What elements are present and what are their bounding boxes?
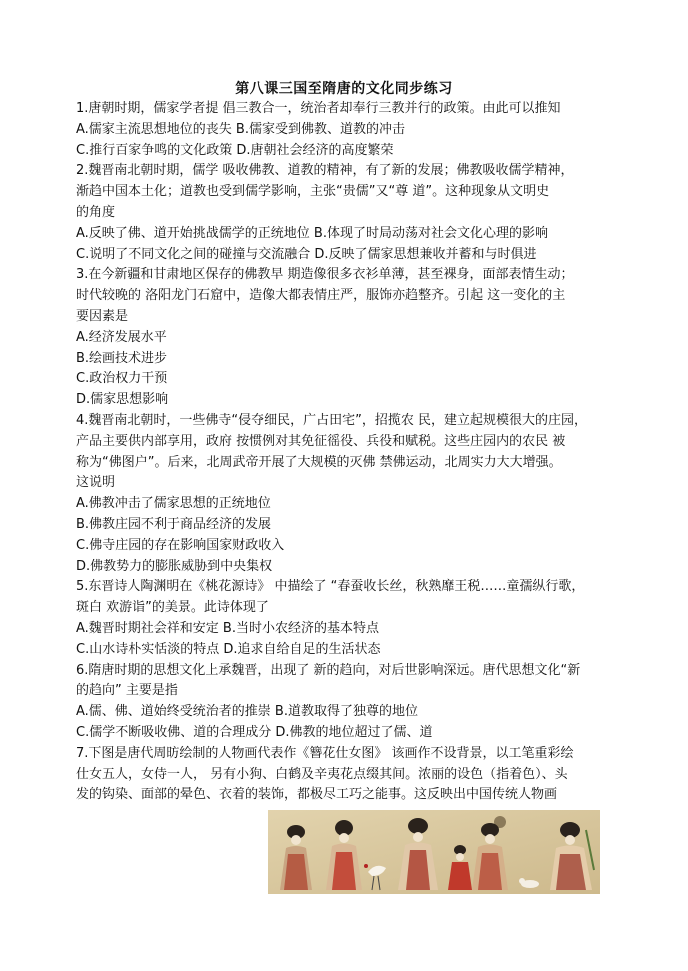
text-line: 5.东晋诗人陶渊明在《桃花源诗》 中描绘了 “春蚕收长丝，秋熟靡王税……童孺纵行歌， — [76, 579, 585, 595]
text-line: D.佛教势力的膨胀威胁到中央集权 — [76, 558, 273, 574]
text-line: 6.隋唐时期的思想文化上承魏晋，出现了 新的趋向，对后世影响深远。唐代思想文化“新 — [76, 662, 581, 678]
text-line: 2.魏晋南北朝时期，儒学 吸收佛教、道教的精神，有了新的发展；佛教吸收儒学精神， — [76, 163, 574, 179]
text-line: 称为“佛图户”。后来，北周武帝开展了大规模的灭佛 禁佛运动，北周实力大大增强。 — [76, 454, 562, 470]
text-line: B.绘画技术进步 — [76, 350, 168, 366]
text-line: 要因素是 — [76, 308, 129, 324]
text-line: A.反映了佛、道开始挑战儒学的正统地位 B.体现了时局动荡对社会文化心理的影响 — [76, 225, 548, 241]
text-line: 3.在今新疆和甘肃地区保存的佛教早 期造像很多衣衫单薄，甚至裸身，面部表情生动； — [76, 267, 574, 283]
text-line: 1.唐朝时期，儒家学者提 倡三教合一，统治者却奉行三教并行的政策。由此可以推知 — [76, 101, 561, 116]
text-line: 这说明 — [76, 475, 116, 491]
text-line: 仕女五人，女侍一人， 另有小狗、白鹤及辛夷花点缀其间。浓丽的设色（指着色）、头 — [76, 766, 568, 782]
text-line: C.山水诗朴实恬淡的特点 D.追求自给自足的生活状态 — [76, 641, 381, 657]
text-line: 发的钩染、面部的晕色、衣着的装饰，都极尽工巧之能事。这反映出中国传统人物画 — [76, 787, 558, 803]
painting-image — [268, 810, 600, 894]
text-line: B.佛教庄园不利于商品经济的发展 — [76, 516, 272, 532]
text-line: A.儒家主流思想地位的丧失 B.儒家受到佛教、道教的冲击 — [76, 121, 405, 137]
text-line: C.佛寺庄园的存在影响国家财政收入 — [76, 537, 285, 553]
text-line: A.儒、佛、道始终受统治者的推崇 B.道教取得了独尊的地位 — [76, 704, 418, 720]
text-line: A.魏晋时期社会祥和安定 B.当时小农经济的基本特点 — [76, 620, 379, 636]
text-line: A.经济发展水平 — [76, 329, 167, 345]
exercise-text — [76, 99, 616, 806]
text-line: C.推行百家争鸣的文化政策 D.唐朝社会经济的高度繁荣 — [76, 142, 394, 158]
text-line: C.说明了不同文化之间的碰撞与交流融合 D.反映了儒家思想兼收并蓄和与时俱进 — [76, 246, 537, 262]
text-line: A.佛教冲击了儒家思想的正统地位 — [76, 496, 271, 512]
text-line: 的趋向” 主要是指 — [76, 683, 178, 699]
text-line: 产品主要供内部享用，政府 按惯例对其免征徭役、兵役和赋税。这些庄园内的农民 被 — [76, 433, 566, 449]
text-line: 渐趋中国本土化；道教也受到儒学影响，主张“贵儒”又“尊 道”。这种现象从文明史 — [76, 184, 550, 200]
text-line: 的角度 — [76, 204, 116, 220]
text-line: D.儒家思想影响 — [76, 392, 169, 408]
page-title: 第八课三国至隋唐的文化同步练习 — [235, 81, 453, 97]
text-line: 斑白 欢游诣”的美景。此诗体现了 — [76, 600, 269, 616]
text-line: 7.下图是唐代周昉绘制的人物画代表作《簪花仕女图》 该画作不设背景，以工笔重彩绘 — [76, 745, 574, 761]
text-line: 时代较晚的 洛阳龙门石窟中，造像大都表情庄严，服饰亦趋整齐。引起 这一变化的主 — [76, 288, 566, 304]
text-line: 4.魏晋南北朝时，一些佛寺“侵夺细民，广占田宅”，招揽农 民，建立起规模很大的庄园， — [76, 412, 588, 428]
text-line: C.儒学不断吸收佛、道的合理成分 D.佛教的地位超过了儒、道 — [76, 724, 433, 740]
text-line: C.政治权力干预 — [76, 371, 168, 387]
